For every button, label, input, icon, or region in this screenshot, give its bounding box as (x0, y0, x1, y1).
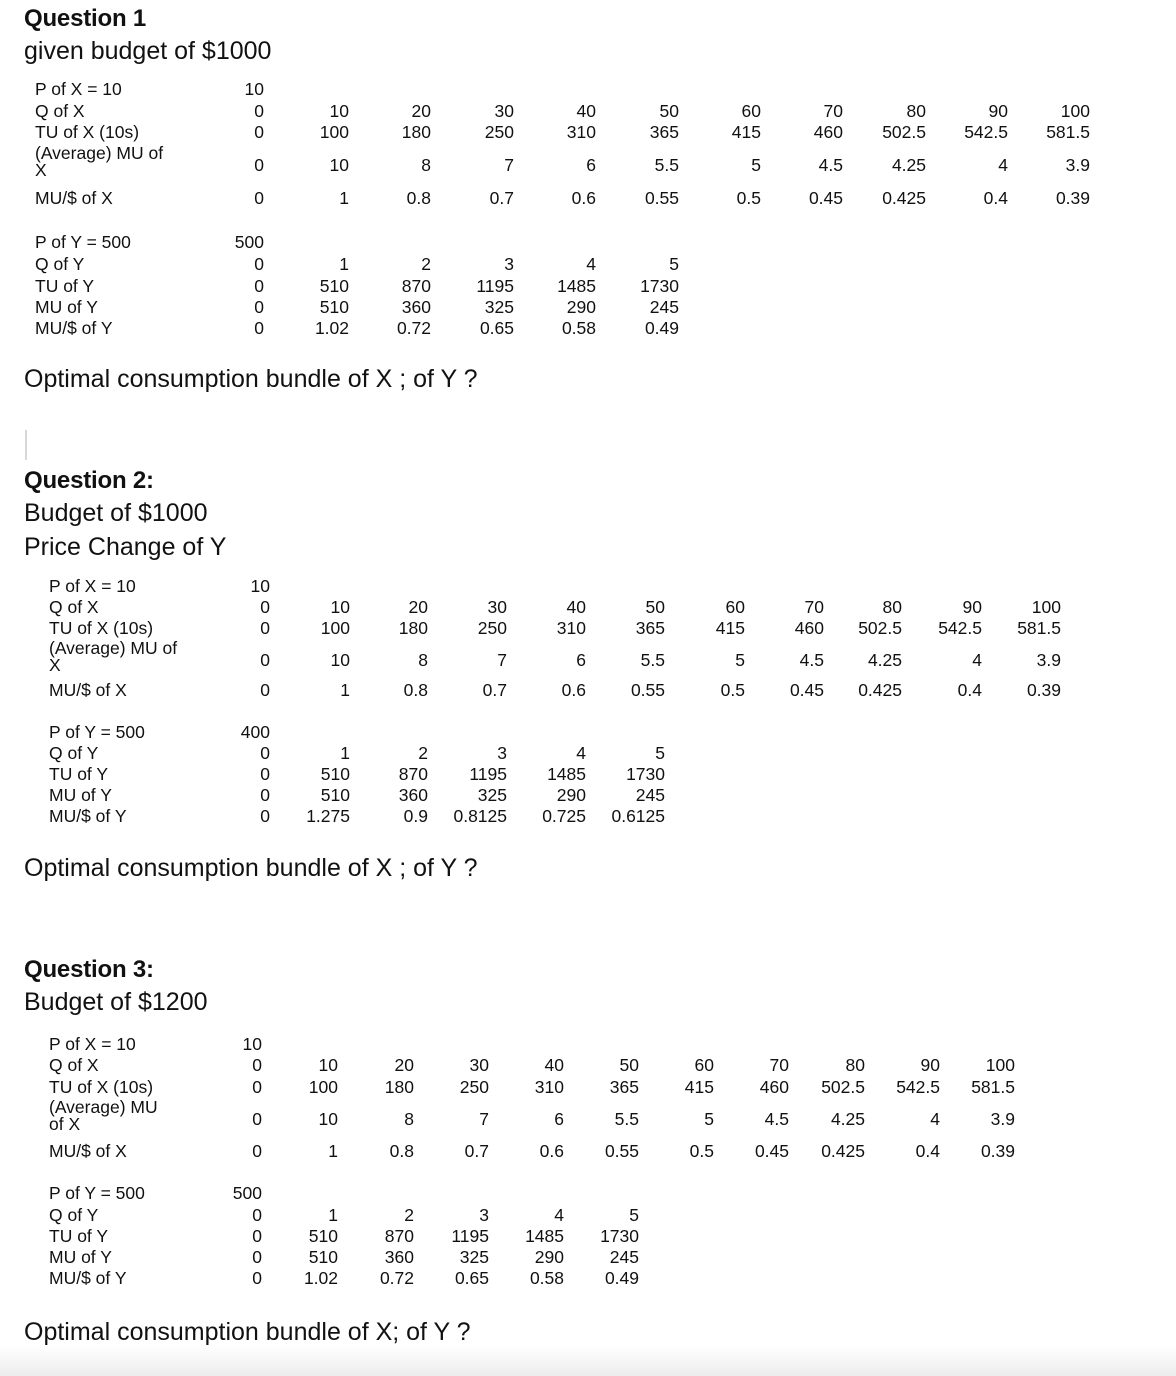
x-table-cell: 0.5 (720, 679, 745, 700)
question-text: given budget of $1000 (24, 37, 272, 65)
x-table-cell: 90 (962, 596, 982, 617)
x-table-cell: 20 (394, 1054, 414, 1075)
x-table-cell: 3.9 (1036, 649, 1061, 670)
question-text: Price Change of Y (24, 533, 227, 561)
x-table-cell: 10 (330, 596, 350, 617)
y-table-cell: 0 (252, 1267, 262, 1288)
x-table-cell: 0.45 (808, 187, 843, 208)
y-table-cell: 0 (254, 253, 264, 274)
x-table-cell: 0.6 (539, 1140, 564, 1161)
y-table-cell: 1.275 (306, 805, 350, 826)
x-table-cell: 1 (328, 1140, 338, 1161)
text-cursor (25, 430, 27, 460)
x-row-label: MU/$ of X (49, 1140, 127, 1161)
x-table-cell: 0 (252, 1108, 262, 1129)
y-table-cell: 4 (554, 1204, 564, 1225)
x-row-label: TU of X (10s) (49, 1076, 154, 1097)
y-table-cell: 0.65 (479, 317, 514, 338)
x-table-cell: 0.4 (957, 679, 982, 700)
y-row-label: TU of Y (49, 763, 109, 784)
x-table-cell: 100 (308, 1076, 338, 1097)
x-table-cell: 581.5 (1046, 121, 1090, 142)
x-row-label: (Average) MU of X (49, 1096, 158, 1134)
x-table-cell: 30 (469, 1054, 489, 1075)
x-table-cell: 50 (645, 596, 665, 617)
x-table-cell: 60 (741, 100, 761, 121)
x-table-cell: 365 (635, 617, 665, 638)
x-table-cell: 0 (252, 1076, 262, 1097)
x-price-label: P of X = 10 (49, 575, 136, 596)
y-table-cell: 510 (320, 784, 350, 805)
x-table-cell: 70 (804, 596, 824, 617)
x-row-label: TU of X (10s) (35, 121, 140, 142)
x-table-cell: 100 (985, 1054, 1015, 1075)
x-table-cell: 415 (731, 121, 761, 142)
y-table-cell: 0.725 (542, 805, 586, 826)
y-table-cell: 0.72 (379, 1267, 414, 1288)
question-prompt: Optimal consumption bundle of X ; of Y ? (24, 365, 478, 393)
y-price-value: 400 (240, 721, 270, 742)
y-table-cell: 4 (586, 253, 596, 274)
x-table-cell: 4 (998, 154, 1008, 175)
x-table-cell: 0.4 (983, 187, 1008, 208)
y-table-cell: 325 (459, 1246, 489, 1267)
x-table-cell: 30 (494, 100, 514, 121)
x-table-cell: 5 (735, 649, 745, 670)
y-table-cell: 1730 (626, 763, 665, 784)
x-table-cell: 310 (556, 617, 586, 638)
x-table-cell: 0 (252, 1140, 262, 1161)
y-table-cell: 325 (484, 296, 514, 317)
x-table-cell: 0.39 (1055, 187, 1090, 208)
x-table-cell: 60 (725, 596, 745, 617)
x-table-cell: 10 (318, 1054, 338, 1075)
y-table-cell: 0 (260, 742, 270, 763)
x-table-cell: 542.5 (896, 1076, 940, 1097)
y-table-cell: 245 (635, 784, 665, 805)
y-table-cell: 360 (401, 296, 431, 317)
x-table-cell: 10 (318, 1108, 338, 1129)
y-table-cell: 870 (398, 763, 428, 784)
x-table-cell: 5 (751, 154, 761, 175)
x-table-cell: 0.6 (571, 187, 596, 208)
x-table-cell: 460 (759, 1076, 789, 1097)
x-table-cell: 40 (566, 596, 586, 617)
y-table-cell: 3 (504, 253, 514, 274)
x-table-cell: 5.5 (654, 154, 679, 175)
y-table-cell: 0.9 (403, 805, 428, 826)
x-table-cell: 0.8 (389, 1140, 414, 1161)
x-table-cell: 0.425 (821, 1140, 865, 1161)
x-table-cell: 0.55 (630, 679, 665, 700)
x-table-cell: 50 (619, 1054, 639, 1075)
x-table-cell: 50 (659, 100, 679, 121)
x-table-cell: 20 (411, 100, 431, 121)
y-table-cell: 0 (254, 296, 264, 317)
x-table-cell: 4.25 (830, 1108, 865, 1129)
y-price-value: 500 (232, 1182, 262, 1203)
y-table-cell: 0 (260, 805, 270, 826)
x-row-label: (Average) MU of X (35, 142, 164, 180)
x-table-cell: 180 (401, 121, 431, 142)
x-table-cell: 542.5 (938, 617, 982, 638)
x-table-cell: 70 (769, 1054, 789, 1075)
x-price-value: 10 (242, 1033, 262, 1054)
y-price-label: P of Y = 500 (49, 1182, 145, 1203)
y-price-label: P of Y = 500 (49, 721, 145, 742)
question-title: Question 3: (24, 956, 154, 983)
x-table-cell: 4.5 (764, 1108, 789, 1129)
y-table-cell: 2 (404, 1204, 414, 1225)
x-table-cell: 180 (384, 1076, 414, 1097)
x-table-cell: 0.425 (882, 187, 926, 208)
y-table-cell: 0 (252, 1225, 262, 1246)
x-table-cell: 0.8 (406, 187, 431, 208)
y-table-cell: 510 (319, 275, 349, 296)
x-table-cell: 4 (930, 1108, 940, 1129)
x-price-value: 10 (250, 575, 270, 596)
y-table-cell: 870 (401, 275, 431, 296)
x-table-cell: 80 (906, 100, 926, 121)
x-row-label: MU/$ of X (49, 679, 127, 700)
x-table-cell: 4.5 (799, 649, 824, 670)
y-row-label: TU of Y (49, 1225, 109, 1246)
y-price-value: 500 (234, 231, 264, 252)
y-table-cell: 1195 (469, 763, 507, 784)
y-table-cell: 1485 (557, 275, 596, 296)
x-table-cell: 0.5 (689, 1140, 714, 1161)
x-table-cell: 250 (477, 617, 507, 638)
y-table-cell: 0.6125 (611, 805, 665, 826)
y-table-cell: 1.02 (314, 317, 349, 338)
x-table-cell: 7 (479, 1108, 489, 1129)
x-table-cell: 0.7 (464, 1140, 489, 1161)
x-table-cell: 0 (254, 100, 264, 121)
x-table-cell: 10 (330, 649, 350, 670)
x-table-cell: 20 (408, 596, 428, 617)
x-row-label: TU of X (10s) (49, 617, 154, 638)
x-price-label: P of X = 10 (49, 1033, 136, 1054)
y-table-cell: 510 (320, 763, 350, 784)
y-table-cell: 5 (655, 742, 665, 763)
y-row-label: Q of Y (49, 1204, 99, 1225)
x-table-cell: 10 (329, 100, 349, 121)
x-row-label: Q of X (35, 100, 85, 121)
x-table-cell: 0.39 (1026, 679, 1061, 700)
x-table-cell: 581.5 (971, 1076, 1015, 1097)
y-table-cell: 510 (308, 1225, 338, 1246)
y-table-cell: 0 (254, 275, 264, 296)
y-table-cell: 3 (497, 742, 507, 763)
question-text: Budget of $1000 (24, 499, 208, 527)
x-table-cell: 4.5 (818, 154, 843, 175)
y-table-cell: 290 (534, 1246, 564, 1267)
y-table-cell: 0 (260, 784, 270, 805)
y-table-cell: 325 (477, 784, 507, 805)
x-table-cell: 250 (459, 1076, 489, 1097)
x-table-cell: 0 (254, 187, 264, 208)
x-table-cell: 0.425 (858, 679, 902, 700)
x-table-cell: 0 (260, 596, 270, 617)
question-title: Question 2: (24, 467, 154, 494)
x-table-cell: 310 (534, 1076, 564, 1097)
y-table-cell: 0 (252, 1204, 262, 1225)
y-table-cell: 0.58 (529, 1267, 564, 1288)
y-table-cell: 0.49 (644, 317, 679, 338)
x-table-cell: 502.5 (858, 617, 902, 638)
y-row-label: MU of Y (35, 296, 98, 317)
y-table-cell: 1195 (476, 275, 514, 296)
x-table-cell: 0.6 (561, 679, 586, 700)
y-table-cell: 1485 (547, 763, 586, 784)
question-prompt: Optimal consumption bundle of X; of Y ? (24, 1318, 471, 1346)
x-table-cell: 0 (252, 1054, 262, 1075)
x-table-cell: 100 (1031, 596, 1061, 617)
y-row-label: MU/$ of Y (49, 1267, 127, 1288)
y-table-cell: 1730 (640, 275, 679, 296)
x-table-cell: 40 (544, 1054, 564, 1075)
y-table-cell: 1485 (525, 1225, 564, 1246)
x-table-cell: 502.5 (882, 121, 926, 142)
x-table-cell: 0.55 (644, 187, 679, 208)
x-table-cell: 0.7 (482, 679, 507, 700)
y-row-label: MU of Y (49, 784, 112, 805)
x-table-cell: 100 (1060, 100, 1090, 121)
y-table-cell: 510 (308, 1246, 338, 1267)
y-table-cell: 290 (556, 784, 586, 805)
x-row-label: MU/$ of X (35, 187, 113, 208)
x-table-cell: 415 (684, 1076, 714, 1097)
page-bottom-shadow (0, 1346, 1176, 1376)
x-table-cell: 8 (421, 154, 431, 175)
y-table-cell: 0.49 (604, 1267, 639, 1288)
x-table-cell: 8 (404, 1108, 414, 1129)
x-table-cell: 0.5 (736, 187, 761, 208)
y-table-cell: 4 (576, 742, 586, 763)
x-table-cell: 0 (260, 679, 270, 700)
y-table-cell: 870 (384, 1225, 414, 1246)
y-table-cell: 1195 (451, 1225, 489, 1246)
x-table-cell: 0 (260, 649, 270, 670)
x-table-cell: 100 (320, 617, 350, 638)
x-table-cell: 40 (576, 100, 596, 121)
x-table-cell: 5 (704, 1108, 714, 1129)
x-table-cell: 460 (813, 121, 843, 142)
x-table-cell: 365 (609, 1076, 639, 1097)
question-title: Question 1 (24, 5, 147, 32)
x-table-cell: 415 (715, 617, 745, 638)
x-table-cell: 70 (823, 100, 843, 121)
y-table-cell: 1 (328, 1204, 338, 1225)
x-table-cell: 60 (694, 1054, 714, 1075)
y-table-cell: 2 (421, 253, 431, 274)
y-row-label: MU/$ of Y (49, 805, 127, 826)
x-table-cell: 365 (649, 121, 679, 142)
x-table-cell: 0.39 (980, 1140, 1015, 1161)
x-table-cell: 90 (988, 100, 1008, 121)
question-text: Budget of $1200 (24, 988, 208, 1016)
y-table-cell: 360 (384, 1246, 414, 1267)
y-table-cell: 245 (649, 296, 679, 317)
x-table-cell: 30 (487, 596, 507, 617)
question-prompt: Optimal consumption bundle of X ; of Y ? (24, 854, 478, 882)
x-table-cell: 6 (576, 649, 586, 670)
x-price-label: P of X = 10 (35, 78, 122, 99)
x-table-cell: 0.55 (604, 1140, 639, 1161)
x-table-cell: 7 (497, 649, 507, 670)
y-row-label: MU/$ of Y (35, 317, 113, 338)
x-table-cell: 542.5 (964, 121, 1008, 142)
y-price-label: P of Y = 500 (35, 231, 131, 252)
y-table-cell: 0.65 (454, 1267, 489, 1288)
x-table-cell: 80 (845, 1054, 865, 1075)
x-table-cell: 4.25 (867, 649, 902, 670)
x-table-cell: 180 (398, 617, 428, 638)
y-table-cell: 360 (398, 784, 428, 805)
y-table-cell: 0.58 (561, 317, 596, 338)
x-table-cell: 80 (882, 596, 902, 617)
x-table-cell: 90 (920, 1054, 940, 1075)
x-table-cell: 250 (484, 121, 514, 142)
x-row-label: Q of X (49, 596, 99, 617)
x-table-cell: 4 (972, 649, 982, 670)
y-table-cell: 1.02 (303, 1267, 338, 1288)
x-table-cell: 310 (566, 121, 596, 142)
x-row-label: (Average) MU of X (49, 637, 178, 675)
y-table-cell: 3 (479, 1204, 489, 1225)
x-table-cell: 0 (254, 154, 264, 175)
x-table-cell: 5.5 (614, 1108, 639, 1129)
y-row-label: TU of Y (35, 275, 95, 296)
x-table-cell: 0.7 (489, 187, 514, 208)
y-table-cell: 2 (418, 742, 428, 763)
x-table-cell: 6 (554, 1108, 564, 1129)
y-row-label: MU of Y (49, 1246, 112, 1267)
x-table-cell: 0 (254, 121, 264, 142)
y-table-cell: 5 (629, 1204, 639, 1225)
y-table-cell: 5 (669, 253, 679, 274)
x-table-cell: 7 (504, 154, 514, 175)
x-table-cell: 0.8 (403, 679, 428, 700)
x-table-cell: 3.9 (1065, 154, 1090, 175)
y-table-cell: 245 (609, 1246, 639, 1267)
x-table-cell: 0.4 (915, 1140, 940, 1161)
x-table-cell: 0 (260, 617, 270, 638)
y-table-cell: 0 (260, 763, 270, 784)
y-table-cell: 0.8125 (453, 805, 507, 826)
x-table-cell: 100 (319, 121, 349, 142)
x-table-cell: 460 (794, 617, 824, 638)
y-table-cell: 510 (319, 296, 349, 317)
y-table-cell: 1730 (600, 1225, 639, 1246)
x-table-cell: 6 (586, 154, 596, 175)
x-price-value: 10 (244, 78, 264, 99)
x-table-cell: 5.5 (640, 649, 665, 670)
y-table-cell: 1 (339, 253, 349, 274)
x-table-cell: 8 (418, 649, 428, 670)
x-table-cell: 502.5 (821, 1076, 865, 1097)
x-table-cell: 0.45 (754, 1140, 789, 1161)
x-table-cell: 3.9 (990, 1108, 1015, 1129)
x-row-label: Q of X (49, 1054, 99, 1075)
x-table-cell: 1 (340, 679, 350, 700)
x-table-cell: 1 (339, 187, 349, 208)
y-row-label: Q of Y (49, 742, 99, 763)
x-table-cell: 581.5 (1017, 617, 1061, 638)
y-table-cell: 0.72 (396, 317, 431, 338)
y-table-cell: 290 (566, 296, 596, 317)
y-row-label: Q of Y (35, 253, 85, 274)
x-table-cell: 0.45 (789, 679, 824, 700)
y-table-cell: 0 (252, 1246, 262, 1267)
x-table-cell: 10 (329, 154, 349, 175)
x-table-cell: 4.25 (891, 154, 926, 175)
y-table-cell: 0 (254, 317, 264, 338)
y-table-cell: 1 (340, 742, 350, 763)
